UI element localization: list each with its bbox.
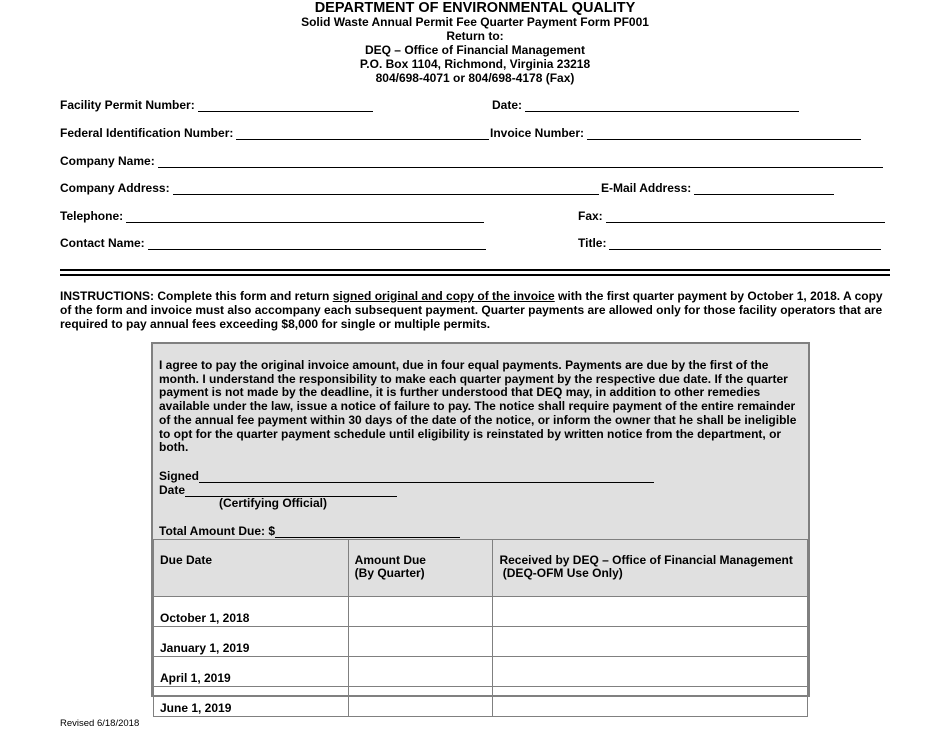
fax-input-line[interactable] <box>606 211 885 223</box>
title-field[interactable] <box>578 236 881 250</box>
revised-date: Revised 6/18/2018 <box>60 718 140 729</box>
title-input-line[interactable] <box>609 238 881 250</box>
invoice-input-line[interactable] <box>587 128 861 140</box>
schedule-header-row <box>154 540 808 597</box>
contact-name-label: Contact Name: <box>60 236 145 250</box>
due-date-cell: April 1, 2019 <box>154 657 349 687</box>
total-due-field[interactable] <box>159 524 460 538</box>
signed-label: Signed <box>159 469 200 483</box>
contact-name-field[interactable] <box>60 236 486 250</box>
agreement-box <box>151 342 810 715</box>
sign-date-field[interactable] <box>159 483 397 497</box>
company-name-label: Company Name: <box>60 154 155 168</box>
date-input-line[interactable] <box>525 100 799 112</box>
certifying-official-label: (Certifying Official) <box>219 496 328 510</box>
email-field[interactable] <box>601 181 834 195</box>
date-label: Date: <box>492 98 523 112</box>
office-phone: 804/698-4071 or 804/698-4178 (Fax) <box>375 71 575 85</box>
amount-due-cell[interactable] <box>348 657 493 687</box>
fax-field[interactable] <box>578 209 885 223</box>
email-input-line[interactable] <box>694 183 834 195</box>
telephone-label: Telephone: <box>60 209 124 223</box>
facility-permit-field[interactable] <box>60 98 373 112</box>
instructions-lead: INSTRUCTIONS: Complete this form and return <box>60 289 333 303</box>
facility-permit-input-line[interactable] <box>198 100 373 112</box>
company-name-field[interactable] <box>60 154 883 168</box>
table-row <box>154 687 808 717</box>
signed-field[interactable] <box>159 469 654 483</box>
telephone-input-line[interactable] <box>126 211 484 223</box>
federal-id-input-line[interactable] <box>236 128 489 140</box>
company-address-input-line[interactable] <box>173 183 599 195</box>
agreement-text: I agree to pay the original invoice amount, due in four equal payments. Payments are due by the first of the month. I understand the responsibility to make each quarter payment by the respective due date. If the quarter payment is not made by the deadline, it is further understood that DEQ may, in addition to other remedies available under the law, issue a notice of failure to pay. The notice shall require payment of the entire remainder of the annual fee payment within 30 days of the date of the notice, or inform the owner that he shall be ineligible to opt for the quarter payment schedule until eligibility is reinstated by written notice from the department, or both. <box>159 358 797 455</box>
table-row <box>154 597 808 627</box>
company-name-input-line[interactable] <box>158 156 883 168</box>
received-cell[interactable] <box>493 687 808 717</box>
payment-schedule-table <box>153 539 808 717</box>
amount-due-cell[interactable] <box>348 597 493 627</box>
invoice-label: Invoice Number: <box>490 126 585 140</box>
received-header: Received by DEQ – Office of Financial Management (DEQ-OFM Use Only) <box>493 540 808 597</box>
signed-input-line[interactable] <box>199 471 654 483</box>
agreement-section <box>153 344 808 539</box>
table-row <box>154 657 808 687</box>
date-field[interactable] <box>492 98 799 112</box>
instructions-underlined: signed original and copy of the invoice <box>332 289 555 303</box>
received-cell[interactable] <box>493 657 808 687</box>
contact-name-input-line[interactable] <box>148 238 486 250</box>
invoice-field[interactable] <box>490 126 861 140</box>
company-address-label: Company Address: <box>60 181 170 195</box>
due-date-cell: October 1, 2018 <box>154 597 349 627</box>
office-address: P.O. Box 1104, Richmond, Virginia 23218 <box>359 57 591 71</box>
divider-bottom <box>60 274 890 276</box>
instructions <box>60 289 890 331</box>
federal-id-field[interactable] <box>60 126 489 140</box>
facility-permit-label: Facility Permit Number: <box>60 98 195 112</box>
office-name: DEQ – Office of Financial Management <box>364 43 586 57</box>
total-due-label: Total Amount Due: $ <box>159 524 275 538</box>
company-address-field[interactable] <box>60 181 599 195</box>
return-to-label: Return to: <box>446 29 504 43</box>
form-title: Solid Waste Annual Permit Fee Quarter Payment Form PF001 <box>301 15 649 29</box>
email-label: E-Mail Address: <box>601 181 692 195</box>
fax-label: Fax: <box>578 209 603 223</box>
federal-id-label: Federal Identification Number: <box>60 126 234 140</box>
amount-due-header: Amount Due (By Quarter) <box>348 540 493 597</box>
received-cell[interactable] <box>493 627 808 657</box>
telephone-field[interactable] <box>60 209 484 223</box>
department-title: DEPARTMENT OF ENVIRONMENTAL QUALITY <box>314 0 636 16</box>
table-row <box>154 627 808 657</box>
total-due-input-line[interactable] <box>275 526 460 538</box>
instructions-rest: with the first quarter payment by October 1, 2018. A copy of the form and invoice must also accompany each subsequent payment. Quarter payments are allowed only for those facility operators that are required to pay annual fees exceeding $8,000 for single or multiple permits. <box>60 289 883 331</box>
due-date-cell: June 1, 2019 <box>154 687 349 717</box>
due-date-cell: January 1, 2019 <box>154 627 349 657</box>
amount-due-cell[interactable] <box>348 627 493 657</box>
sign-date-label: Date <box>159 483 186 497</box>
due-date-header: Due Date <box>154 540 349 597</box>
title-label: Title: <box>578 236 607 250</box>
divider-top <box>60 269 890 271</box>
received-cell[interactable] <box>493 597 808 627</box>
amount-due-cell[interactable] <box>348 687 493 717</box>
